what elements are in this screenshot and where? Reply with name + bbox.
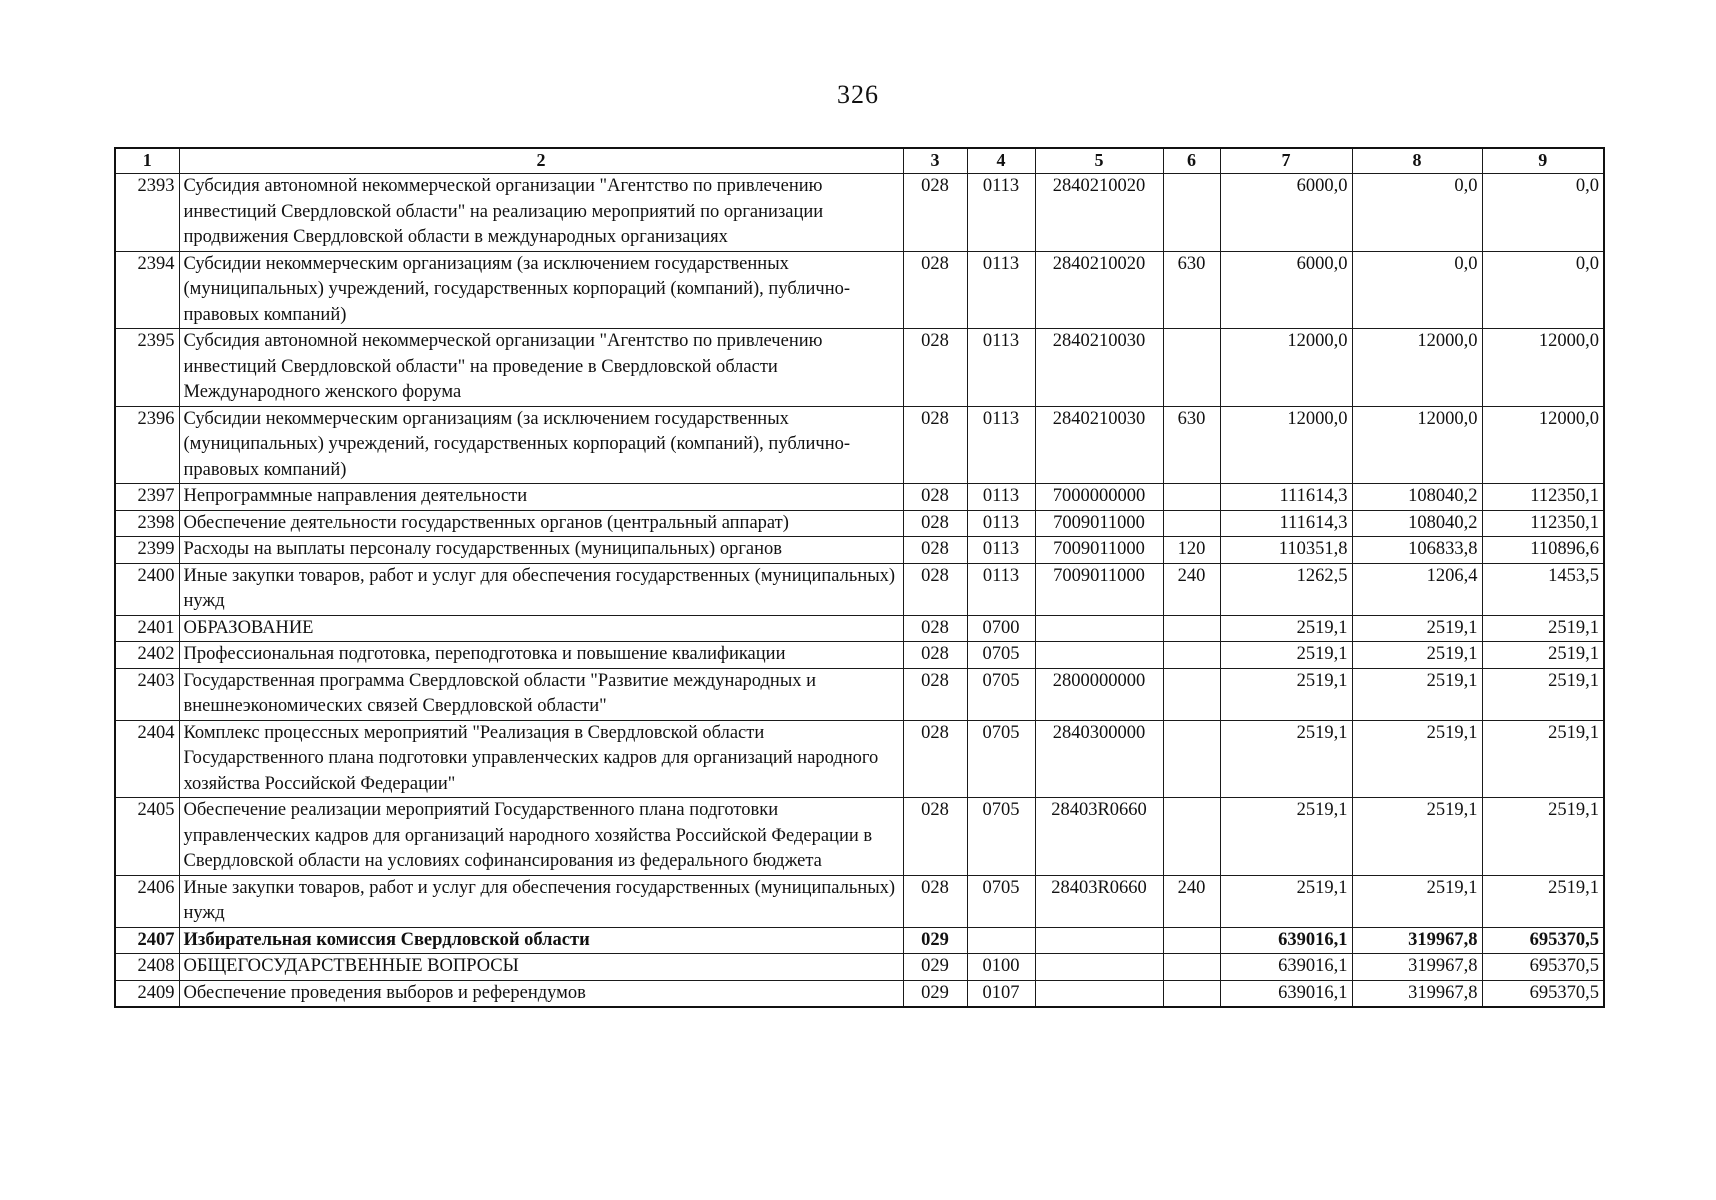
row-section-code: 0113 (967, 537, 1035, 564)
row-amount-col7: 6000,0 (1220, 251, 1352, 329)
row-number: 2406 (115, 875, 179, 927)
row-target-code: 7009011000 (1035, 510, 1163, 537)
row-section-code: 0705 (967, 668, 1035, 720)
row-name: Комплекс процессных мероприятий "Реализация в Свердловской области Государственного плана подготовки управленческих кадров для организаций народного хозяйства Российской Федерации" (179, 720, 903, 798)
row-number: 2393 (115, 174, 179, 252)
row-number: 2407 (115, 927, 179, 954)
row-target-code (1035, 954, 1163, 981)
row-section-code: 0113 (967, 484, 1035, 511)
row-expense-type (1163, 720, 1220, 798)
row-number: 2403 (115, 668, 179, 720)
table-row (115, 563, 1604, 615)
row-admin-code: 028 (903, 251, 967, 329)
row-expense-type: 120 (1163, 537, 1220, 564)
row-target-code: 2800000000 (1035, 668, 1163, 720)
column-header-5: 5 (1035, 148, 1163, 174)
row-expense-type (1163, 484, 1220, 511)
header-row (115, 148, 1604, 174)
row-name: Иные закупки товаров, работ и услуг для обеспечения государственных (муниципальных) нужд (179, 563, 903, 615)
row-section-code: 0705 (967, 798, 1035, 876)
row-section-code: 0113 (967, 510, 1035, 537)
row-amount-col9: 2519,1 (1482, 642, 1604, 669)
table-row (115, 642, 1604, 669)
row-amount-col9: 2519,1 (1482, 615, 1604, 642)
row-number: 2405 (115, 798, 179, 876)
row-amount-col9: 0,0 (1482, 251, 1604, 329)
row-section-code: 0113 (967, 406, 1035, 484)
row-expense-type (1163, 954, 1220, 981)
row-section-code: 0700 (967, 615, 1035, 642)
row-amount-col9: 2519,1 (1482, 875, 1604, 927)
row-name: Обеспечение реализации мероприятий Государственного плана подготовки управленческих кадров для организаций народного хозяйства Российской Федерации в Свердловской области на условиях софинансирования из федерального бюджета (179, 798, 903, 876)
column-header-2: 2 (179, 148, 903, 174)
column-header-6: 6 (1163, 148, 1220, 174)
row-amount-col7: 2519,1 (1220, 798, 1352, 876)
row-expense-type (1163, 615, 1220, 642)
row-admin-code: 028 (903, 798, 967, 876)
row-amount-col9: 110896,6 (1482, 537, 1604, 564)
budget-table (114, 147, 1605, 1008)
row-number: 2402 (115, 642, 179, 669)
row-admin-code: 028 (903, 563, 967, 615)
row-target-code: 28403R0660 (1035, 798, 1163, 876)
row-target-code: 2840210020 (1035, 174, 1163, 252)
column-header-8: 8 (1352, 148, 1482, 174)
row-expense-type (1163, 642, 1220, 669)
row-name: Профессиональная подготовка, переподготовка и повышение квалификации (179, 642, 903, 669)
table-row (115, 980, 1604, 1007)
row-amount-col8: 106833,8 (1352, 537, 1482, 564)
table-row (115, 927, 1604, 954)
row-admin-code: 028 (903, 537, 967, 564)
row-amount-col8: 1206,4 (1352, 563, 1482, 615)
row-amount-col9: 695370,5 (1482, 927, 1604, 954)
row-amount-col8: 2519,1 (1352, 668, 1482, 720)
table-row (115, 668, 1604, 720)
row-amount-col7: 639016,1 (1220, 927, 1352, 954)
row-expense-type (1163, 927, 1220, 954)
table-row (115, 615, 1604, 642)
row-number: 2400 (115, 563, 179, 615)
row-target-code: 2840300000 (1035, 720, 1163, 798)
row-amount-col8: 12000,0 (1352, 329, 1482, 407)
table-row (115, 954, 1604, 981)
row-amount-col8: 108040,2 (1352, 484, 1482, 511)
row-number: 2409 (115, 980, 179, 1007)
table-row (115, 720, 1604, 798)
row-number: 2398 (115, 510, 179, 537)
row-admin-code: 028 (903, 720, 967, 798)
row-amount-col8: 319967,8 (1352, 980, 1482, 1007)
row-amount-col9: 12000,0 (1482, 406, 1604, 484)
table-row (115, 406, 1604, 484)
table-body (115, 174, 1604, 1008)
row-target-code (1035, 615, 1163, 642)
row-name: Избирательная комиссия Свердловской области (179, 927, 903, 954)
row-name: Субсидии некоммерческим организациям (за исключением государственных (муниципальных) учреждений, государственных корпораций (компаний), публично-правовых компаний) (179, 251, 903, 329)
row-expense-type: 240 (1163, 875, 1220, 927)
row-amount-col9: 0,0 (1482, 174, 1604, 252)
row-number: 2404 (115, 720, 179, 798)
row-amount-col7: 2519,1 (1220, 642, 1352, 669)
row-expense-type: 630 (1163, 406, 1220, 484)
row-admin-code: 029 (903, 927, 967, 954)
table-row (115, 537, 1604, 564)
row-number: 2401 (115, 615, 179, 642)
row-amount-col9: 2519,1 (1482, 668, 1604, 720)
row-section-code: 0113 (967, 251, 1035, 329)
row-target-code (1035, 642, 1163, 669)
row-name: Обеспечение проведения выборов и референдумов (179, 980, 903, 1007)
row-amount-col8: 0,0 (1352, 174, 1482, 252)
row-amount-col7: 111614,3 (1220, 484, 1352, 511)
column-header-1: 1 (115, 148, 179, 174)
row-amount-col8: 2519,1 (1352, 615, 1482, 642)
row-amount-col8: 319967,8 (1352, 927, 1482, 954)
row-amount-col9: 2519,1 (1482, 720, 1604, 798)
row-admin-code: 028 (903, 875, 967, 927)
row-section-code: 0705 (967, 642, 1035, 669)
row-name: Субсидии некоммерческим организациям (за исключением государственных (муниципальных) учреждений, государственных корпораций (компаний), публично-правовых компаний) (179, 406, 903, 484)
row-target-code (1035, 980, 1163, 1007)
row-name: ОБРАЗОВАНИЕ (179, 615, 903, 642)
row-admin-code: 028 (903, 642, 967, 669)
row-amount-col8: 2519,1 (1352, 798, 1482, 876)
row-section-code (967, 927, 1035, 954)
row-amount-col7: 639016,1 (1220, 954, 1352, 981)
row-amount-col9: 695370,5 (1482, 954, 1604, 981)
row-amount-col8: 12000,0 (1352, 406, 1482, 484)
row-amount-col9: 112350,1 (1482, 510, 1604, 537)
row-target-code: 7009011000 (1035, 537, 1163, 564)
table-row (115, 875, 1604, 927)
row-section-code: 0113 (967, 329, 1035, 407)
table-row (115, 798, 1604, 876)
row-expense-type (1163, 174, 1220, 252)
row-expense-type: 630 (1163, 251, 1220, 329)
row-amount-col9: 695370,5 (1482, 980, 1604, 1007)
row-admin-code: 028 (903, 174, 967, 252)
table-row (115, 251, 1604, 329)
row-admin-code: 029 (903, 980, 967, 1007)
row-number: 2396 (115, 406, 179, 484)
row-amount-col7: 2519,1 (1220, 720, 1352, 798)
row-target-code (1035, 927, 1163, 954)
row-amount-col7: 2519,1 (1220, 668, 1352, 720)
row-amount-col7: 12000,0 (1220, 406, 1352, 484)
row-amount-col7: 6000,0 (1220, 174, 1352, 252)
row-admin-code: 029 (903, 954, 967, 981)
table-row (115, 484, 1604, 511)
row-target-code: 2840210020 (1035, 251, 1163, 329)
row-name: Иные закупки товаров, работ и услуг для обеспечения государственных (муниципальных) нужд (179, 875, 903, 927)
row-target-code: 2840210030 (1035, 329, 1163, 407)
row-admin-code: 028 (903, 484, 967, 511)
row-section-code: 0107 (967, 980, 1035, 1007)
table-row (115, 174, 1604, 252)
row-name: Государственная программа Свердловской области "Развитие международных и внешнеэкономических связей Свердловской области" (179, 668, 903, 720)
column-header-7: 7 (1220, 148, 1352, 174)
row-admin-code: 028 (903, 615, 967, 642)
row-amount-col8: 2519,1 (1352, 875, 1482, 927)
row-amount-col9: 112350,1 (1482, 484, 1604, 511)
row-amount-col9: 12000,0 (1482, 329, 1604, 407)
row-expense-type: 240 (1163, 563, 1220, 615)
row-amount-col8: 108040,2 (1352, 510, 1482, 537)
row-expense-type (1163, 510, 1220, 537)
table-row (115, 510, 1604, 537)
row-number: 2394 (115, 251, 179, 329)
row-section-code: 0705 (967, 720, 1035, 798)
row-expense-type (1163, 668, 1220, 720)
page-number: 326 (837, 80, 879, 109)
row-number: 2397 (115, 484, 179, 511)
row-amount-col8: 0,0 (1352, 251, 1482, 329)
row-target-code: 28403R0660 (1035, 875, 1163, 927)
row-section-code: 0113 (967, 174, 1035, 252)
row-name: Субсидия автономной некоммерческой организации "Агентство по привлечению инвестиций Свердловской области" на проведение в Свердловской области Международного женского форума (179, 329, 903, 407)
row-amount-col7: 1262,5 (1220, 563, 1352, 615)
row-expense-type (1163, 798, 1220, 876)
row-name: Расходы на выплаты персоналу государственных (муниципальных) органов (179, 537, 903, 564)
row-section-code: 0100 (967, 954, 1035, 981)
row-target-code: 7000000000 (1035, 484, 1163, 511)
row-target-code: 7009011000 (1035, 563, 1163, 615)
column-header-3: 3 (903, 148, 967, 174)
row-number: 2395 (115, 329, 179, 407)
row-amount-col7: 639016,1 (1220, 980, 1352, 1007)
row-admin-code: 028 (903, 668, 967, 720)
row-section-code: 0113 (967, 563, 1035, 615)
table-row (115, 329, 1604, 407)
row-name: Субсидия автономной некоммерческой организации "Агентство по привлечению инвестиций Свердловской области" на реализацию мероприятий по организации продвижения Свердловской области в международных организациях (179, 174, 903, 252)
row-section-code: 0705 (967, 875, 1035, 927)
row-amount-col7: 111614,3 (1220, 510, 1352, 537)
row-amount-col8: 2519,1 (1352, 720, 1482, 798)
row-amount-col9: 2519,1 (1482, 798, 1604, 876)
column-header-4: 4 (967, 148, 1035, 174)
row-expense-type (1163, 329, 1220, 407)
row-admin-code: 028 (903, 406, 967, 484)
row-amount-col7: 12000,0 (1220, 329, 1352, 407)
row-target-code: 2840210030 (1035, 406, 1163, 484)
row-amount-col7: 2519,1 (1220, 615, 1352, 642)
row-amount-col8: 2519,1 (1352, 642, 1482, 669)
row-amount-col8: 319967,8 (1352, 954, 1482, 981)
row-admin-code: 028 (903, 329, 967, 407)
row-amount-col9: 1453,5 (1482, 563, 1604, 615)
row-number: 2399 (115, 537, 179, 564)
row-amount-col7: 2519,1 (1220, 875, 1352, 927)
row-expense-type (1163, 980, 1220, 1007)
row-name: ОБЩЕГОСУДАРСТВЕННЫЕ ВОПРОСЫ (179, 954, 903, 981)
row-admin-code: 028 (903, 510, 967, 537)
row-number: 2408 (115, 954, 179, 981)
row-amount-col7: 110351,8 (1220, 537, 1352, 564)
row-name: Обеспечение деятельности государственных органов (центральный аппарат) (179, 510, 903, 537)
column-header-9: 9 (1482, 148, 1604, 174)
row-name: Непрограммные направления деятельности (179, 484, 903, 511)
